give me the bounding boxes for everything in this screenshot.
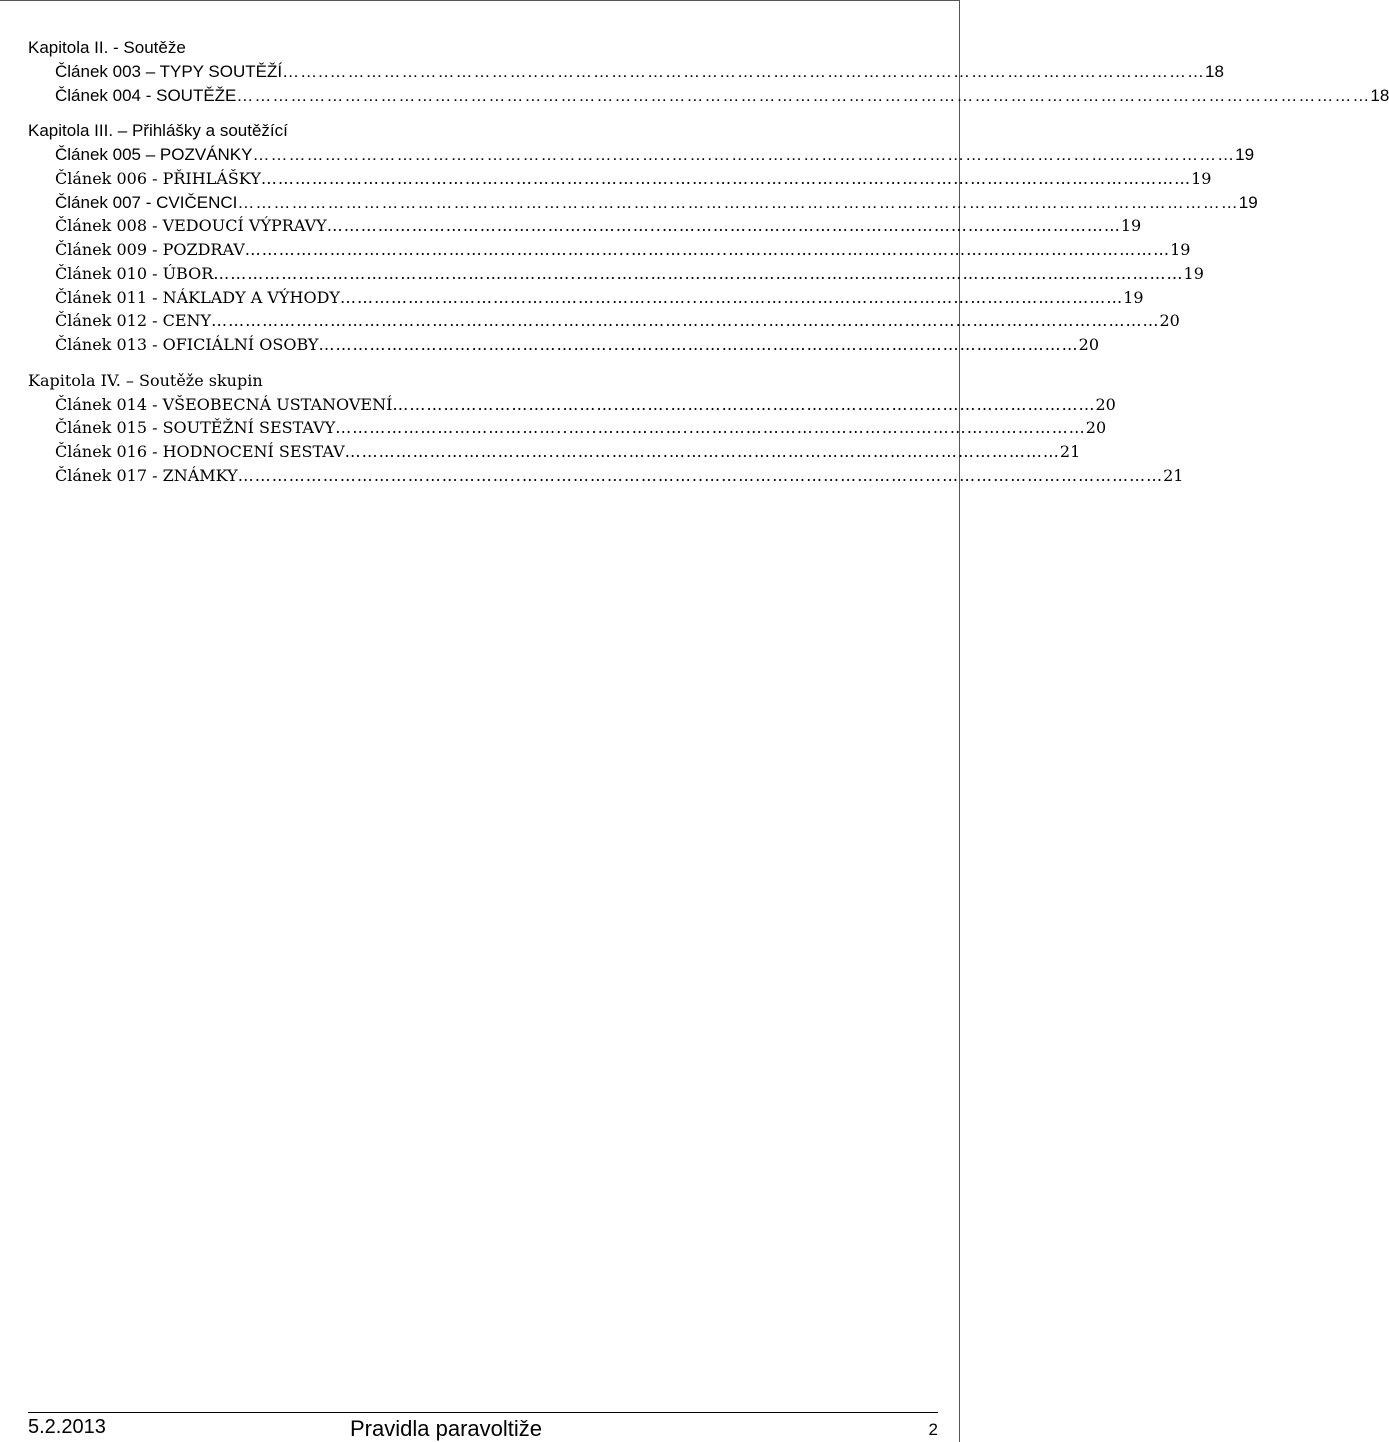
toc-entry-title: Článek 009 - POZDRAV: [55, 240, 245, 260]
toc-entry-title: Článek 006 - PŘIHLÁŠKY: [55, 169, 261, 189]
toc-entry[interactable]: [55, 238, 1191, 262]
page-footer: [28, 1414, 938, 1442]
toc-entry-page: 20: [1085, 418, 1107, 438]
toc-entry-title: Článek 014 - VŠEOBECNÁ USTANOVENÍ: [55, 394, 393, 414]
toc-dot-leader: …………………………………………………………..……………..……………………………………………………………………: [244, 240, 1171, 260]
toc-dot-leader: ……………………………………………………..……..…….……………………………………………………………………………: [252, 145, 1236, 165]
toc-dot-leader: …………………………………………………..………………………………………………………………………: [326, 216, 1121, 236]
toc-entry-title: Článek 013 - OFICIÁLNÍ OSOBY: [55, 334, 319, 354]
chapter-heading: Kapitola IV. – Soutěže skupin: [28, 370, 263, 390]
table-of-contents: [28, 36, 1389, 499]
toc-chapter-2: [28, 36, 1389, 107]
toc-entry-title: Článek 015 - SOUTĚŽNÍ SESTAVY: [55, 418, 336, 438]
footer-page-number: 2: [928, 1420, 938, 1439]
toc-entry[interactable]: [55, 464, 1184, 488]
toc-entry-page: 19: [1238, 192, 1258, 212]
toc-entry-page: 19: [1183, 263, 1204, 283]
page-border-top: [0, 0, 960, 1]
toc-dot-leader: …………………………………………………………………………..………………………………………………………………………: [237, 192, 1239, 212]
toc-entry[interactable]: [55, 393, 1116, 417]
toc-entry-page: 18: [1370, 85, 1389, 105]
toc-entry-page: 19: [1191, 169, 1212, 189]
toc-entry-title: Článek 005 – POZVÁNKY: [55, 145, 253, 165]
toc-entry[interactable]: [55, 84, 1389, 108]
toc-entry[interactable]: [55, 191, 1258, 215]
toc-entry-page: 19: [1123, 287, 1144, 307]
toc-entry-page: 21: [1059, 441, 1081, 461]
toc-entry[interactable]: [55, 416, 1107, 440]
toc-dot-leader: ………………………………………………………………………………………………………………………………………………………………………: [236, 85, 1371, 105]
toc-entry-title: Článek 012 - CENY: [55, 311, 212, 331]
toc-entry-page: 20: [1095, 394, 1116, 414]
toc-dot-leader: ……………………………………………………..………………………….…..……………………………………………………………: [211, 311, 1160, 331]
footer-document-title: Pravidla paravoltiže: [350, 1416, 542, 1441]
toc-entry-page: 19: [1235, 145, 1255, 165]
toc-dot-leader: ……………………………………………………………….…….…………………………………………………………………………: [260, 169, 1192, 189]
toc-entry[interactable]: [55, 286, 1144, 310]
toc-entry-title: Článek 016 - HODNOCENÍ SESTAV: [55, 441, 345, 461]
toc-entry-title: Článek 011 - NÁKLADY A VÝHODY: [55, 287, 340, 307]
chapter-heading: Kapitola II. - Soutěže: [28, 38, 186, 57]
toc-entry-page: 21: [1163, 465, 1184, 485]
toc-dot-leader: ……………………………………………..………………………………………………………………………: [318, 334, 1079, 354]
toc-entry-page: 19: [1170, 240, 1191, 260]
toc-entry-title: Článek 004 - SOUTĚŽE: [55, 85, 237, 105]
toc-entry-page: 20: [1078, 334, 1100, 354]
toc-dot-leader: ………………………………..……………….……………………………………………………………: [344, 441, 1060, 461]
toc-entry[interactable]: [55, 309, 1180, 333]
toc-dot-leader: ……………………………………………….……..…………………………………………………………………: [339, 287, 1124, 307]
toc-entry-page: 19: [1120, 216, 1142, 236]
toc-entry[interactable]: [55, 167, 1212, 191]
toc-dot-leader: ……..……………………………..…………………………………………………………………………………………………: [282, 62, 1205, 81]
toc-entry[interactable]: [55, 60, 1224, 84]
toc-dot-leader: …………………………………..…..……………..……………………………………………………………: [335, 418, 1086, 438]
toc-dot-leader: …………………………………………..…………………………..………………………………………………………………………: [237, 465, 1164, 485]
footer-date: 5.2.2013: [28, 1416, 106, 1438]
toc-dot-leader: ………………………………………………………..……………………….……………………………………………………………………: [213, 263, 1184, 283]
toc-entry-title: Článek 007 - CVIČENCI: [55, 192, 238, 212]
chapter-heading: Kapitola III. – Přihlášky a soutěžící: [28, 121, 288, 141]
footer-divider: [28, 1412, 938, 1413]
toc-entry[interactable]: [55, 333, 1100, 357]
toc-chapter-4: [28, 369, 1184, 488]
toc-chapter-3: [28, 119, 1258, 356]
toc-entry-title: Článek 003 – TYPY SOUTĚŽÍ: [55, 62, 283, 81]
toc-entry[interactable]: [55, 262, 1204, 286]
toc-entry-page: 18: [1205, 62, 1224, 81]
toc-entry-title: Článek 017 - ZNÁMKY: [55, 465, 238, 485]
toc-entry[interactable]: [55, 440, 1081, 464]
toc-entry-title: Článek 010 - ÚBOR: [55, 263, 214, 283]
toc-entry[interactable]: [55, 214, 1142, 238]
toc-entry-page: 20: [1159, 311, 1180, 331]
toc-entry-title: Článek 008 - VEDOUCÍ VÝPRAVY: [55, 216, 327, 236]
toc-entry[interactable]: [55, 143, 1255, 167]
toc-dot-leader: ………………………………………….…………………………………………………………………: [392, 394, 1096, 414]
